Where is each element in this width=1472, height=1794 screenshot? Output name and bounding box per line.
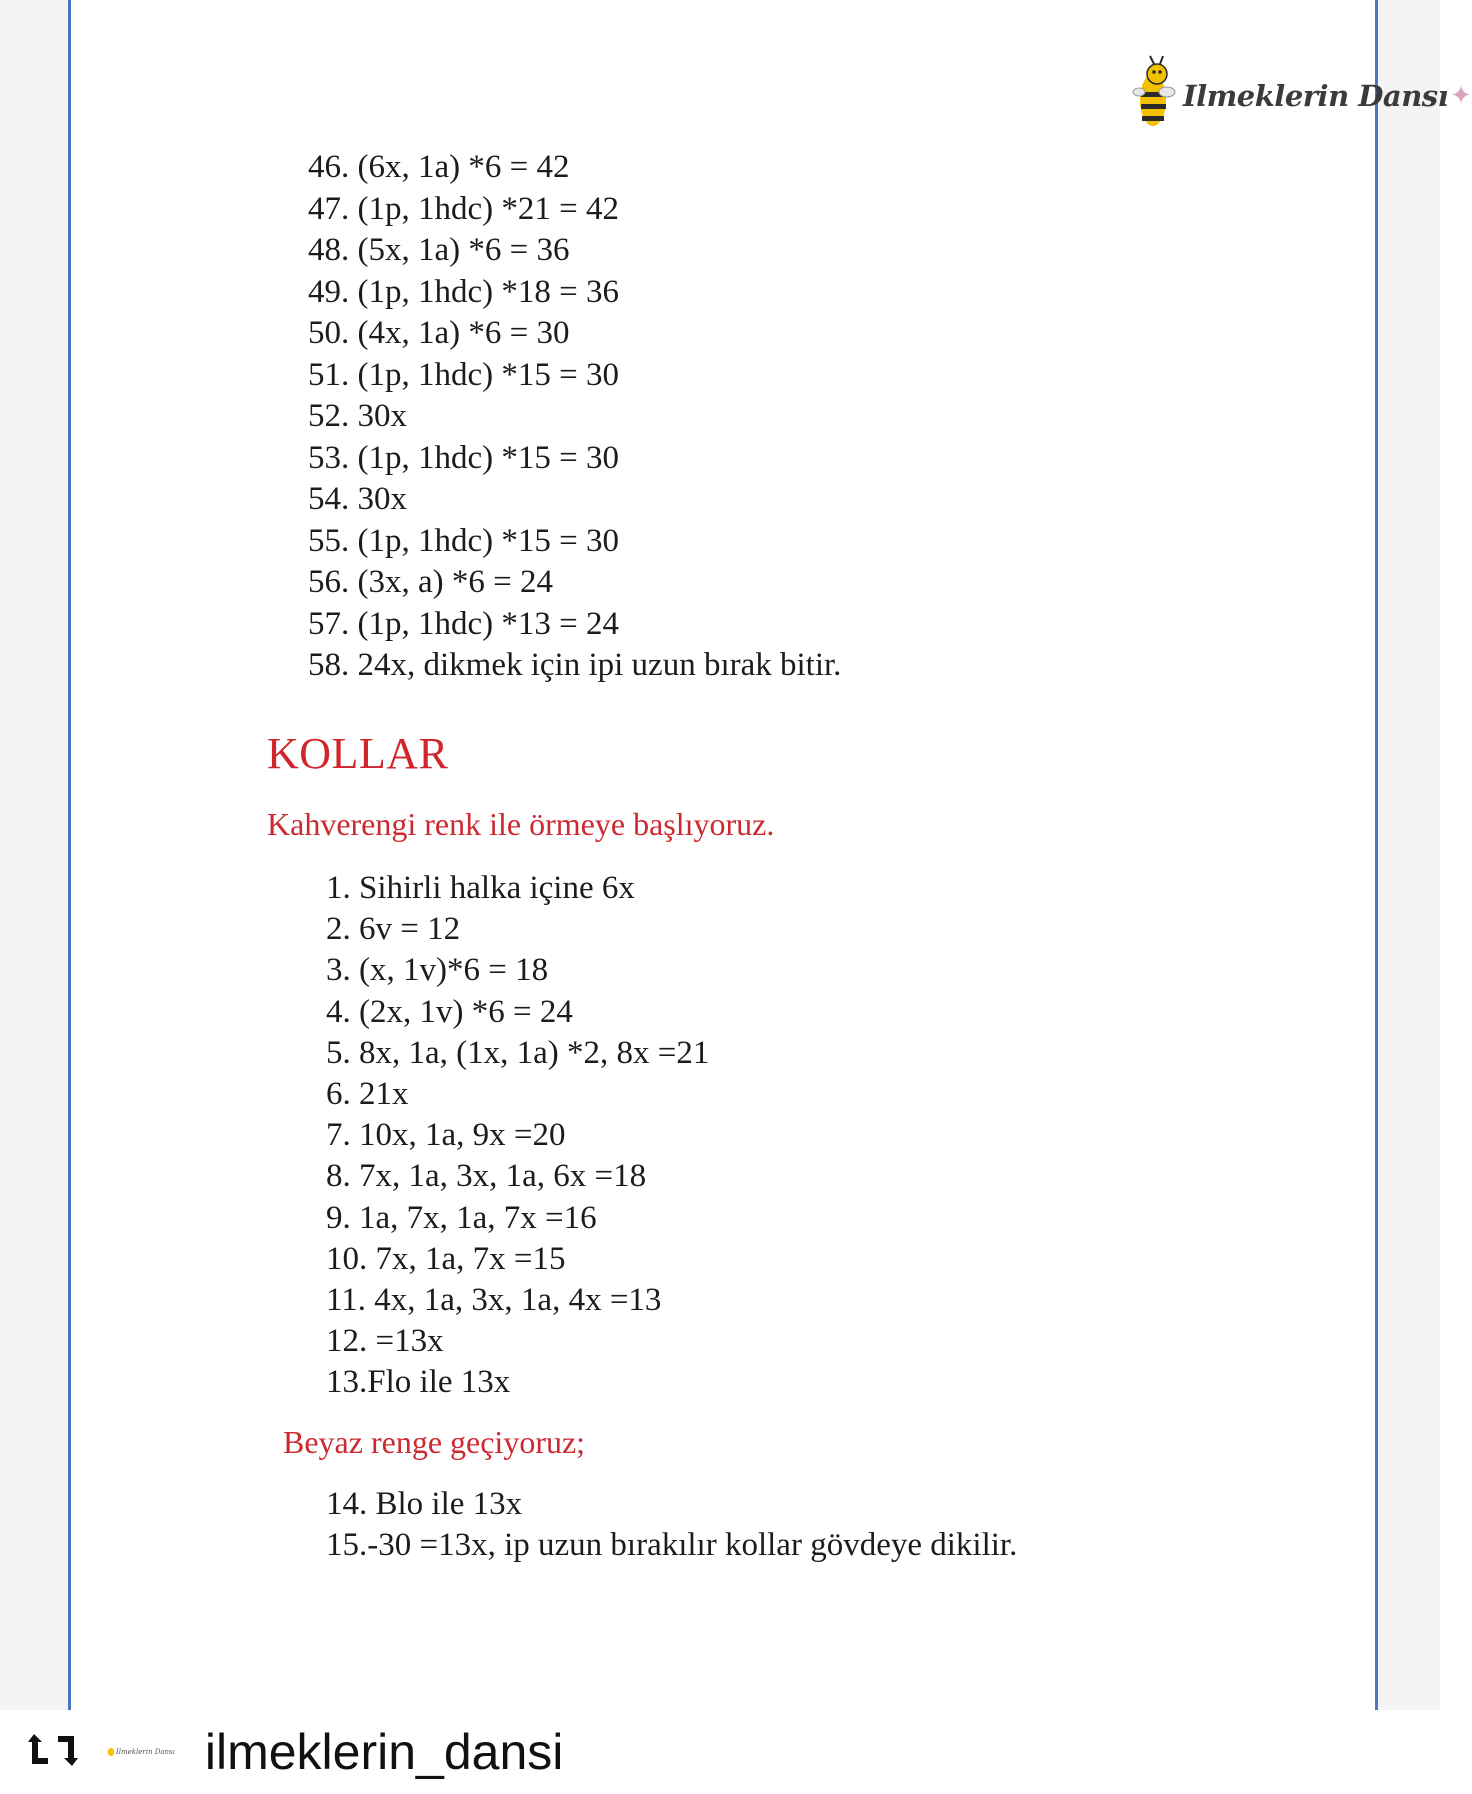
pattern-row: 56. (3x, a) *6 = 24 — [308, 564, 553, 600]
pattern-row: 50. (4x, 1a) *6 = 30 — [308, 315, 570, 351]
avatar[interactable] — [108, 1748, 175, 1756]
kollar-row: 15.-30 =13x, ip uzun bırakılır kollar gövdeye dikilir. — [326, 1527, 1018, 1564]
kollar-row: 9. 1a, 7x, 1a, 7x =16 — [326, 1199, 597, 1236]
pattern-row: 51. (1p, 1hdc) *15 = 30 — [308, 356, 619, 393]
kollar-row: 2. 6v = 12 — [326, 911, 461, 948]
kollar-row: 13.Flo ile 13x — [326, 1364, 511, 1401]
bee-icon — [108, 1748, 114, 1756]
repost-icon[interactable] — [26, 1728, 80, 1777]
color-change-note: Beyaz renge geçiyoruz; — [283, 1424, 586, 1460]
kollar-row: 12. =13x — [326, 1323, 444, 1360]
kollar-row: 6. 21x — [326, 1075, 409, 1112]
kollar-row: 10. 7x, 1a, 7x =15 — [326, 1240, 566, 1277]
pattern-row: 48. (5x, 1a) *6 = 36 — [308, 232, 570, 268]
kollar-rows — [326, 868, 709, 1403]
kollar-row: 4. (2x, 1v) *6 = 24 — [326, 993, 573, 1030]
pattern-row: 46. (6x, 1a) *6 = 42 — [308, 149, 570, 185]
kollar-rows-white — [326, 1484, 1017, 1566]
pattern-row: 58. 24x, dikmek için ipi uzun bırak bitir. — [308, 647, 842, 683]
kollar-row: 14. Blo ile 13x — [326, 1486, 523, 1522]
pattern-row: 49. (1p, 1hdc) *18 = 36 — [308, 273, 619, 310]
kollar-row: 8. 7x, 1a, 3x, 1a, 6x =18 — [326, 1158, 647, 1195]
pattern-row: 47. (1p, 1hdc) *21 = 42 — [308, 190, 619, 227]
pattern-row: 57. (1p, 1hdc) *13 = 24 — [308, 605, 619, 642]
kollar-row: 3. (x, 1v)*6 = 18 — [326, 952, 549, 989]
logo-text: Ilmeklerin Dansı — [1183, 79, 1449, 113]
kollar-row: 7. 10x, 1a, 9x =20 — [326, 1117, 566, 1154]
kollar-row: 1. Sihirli halka içine 6x — [326, 870, 635, 906]
pattern-sheet — [68, 0, 1472, 1710]
repost-footer — [0, 1710, 1440, 1794]
brand-logo — [1133, 50, 1472, 142]
pattern-row: 52. 30x — [308, 398, 407, 434]
pattern-row: 55. (1p, 1hdc) *15 = 30 — [308, 522, 619, 559]
pattern-row: 53. (1p, 1hdc) *15 = 30 — [308, 439, 619, 476]
bee-icon — [1133, 54, 1177, 138]
mini-logo-text: Ilmeklerin Dansı — [116, 1748, 175, 1756]
section-heading: KOLLAR — [267, 729, 449, 778]
pattern-rows — [308, 147, 841, 687]
kollar-row: 5. 8x, 1a, (1x, 1a) *2, 8x =21 — [326, 1034, 710, 1071]
username-link[interactable]: ilmeklerin_dansi — [204, 1724, 564, 1780]
crochet-hook-icon: ✦ — [1450, 81, 1472, 110]
kollar-row: 11. 4x, 1a, 3x, 1a, 4x =13 — [326, 1281, 662, 1318]
pattern-row: 54. 30x — [308, 481, 407, 517]
color-note: Kahverengi renk ile örmeye başlıyoruz. — [267, 806, 775, 842]
